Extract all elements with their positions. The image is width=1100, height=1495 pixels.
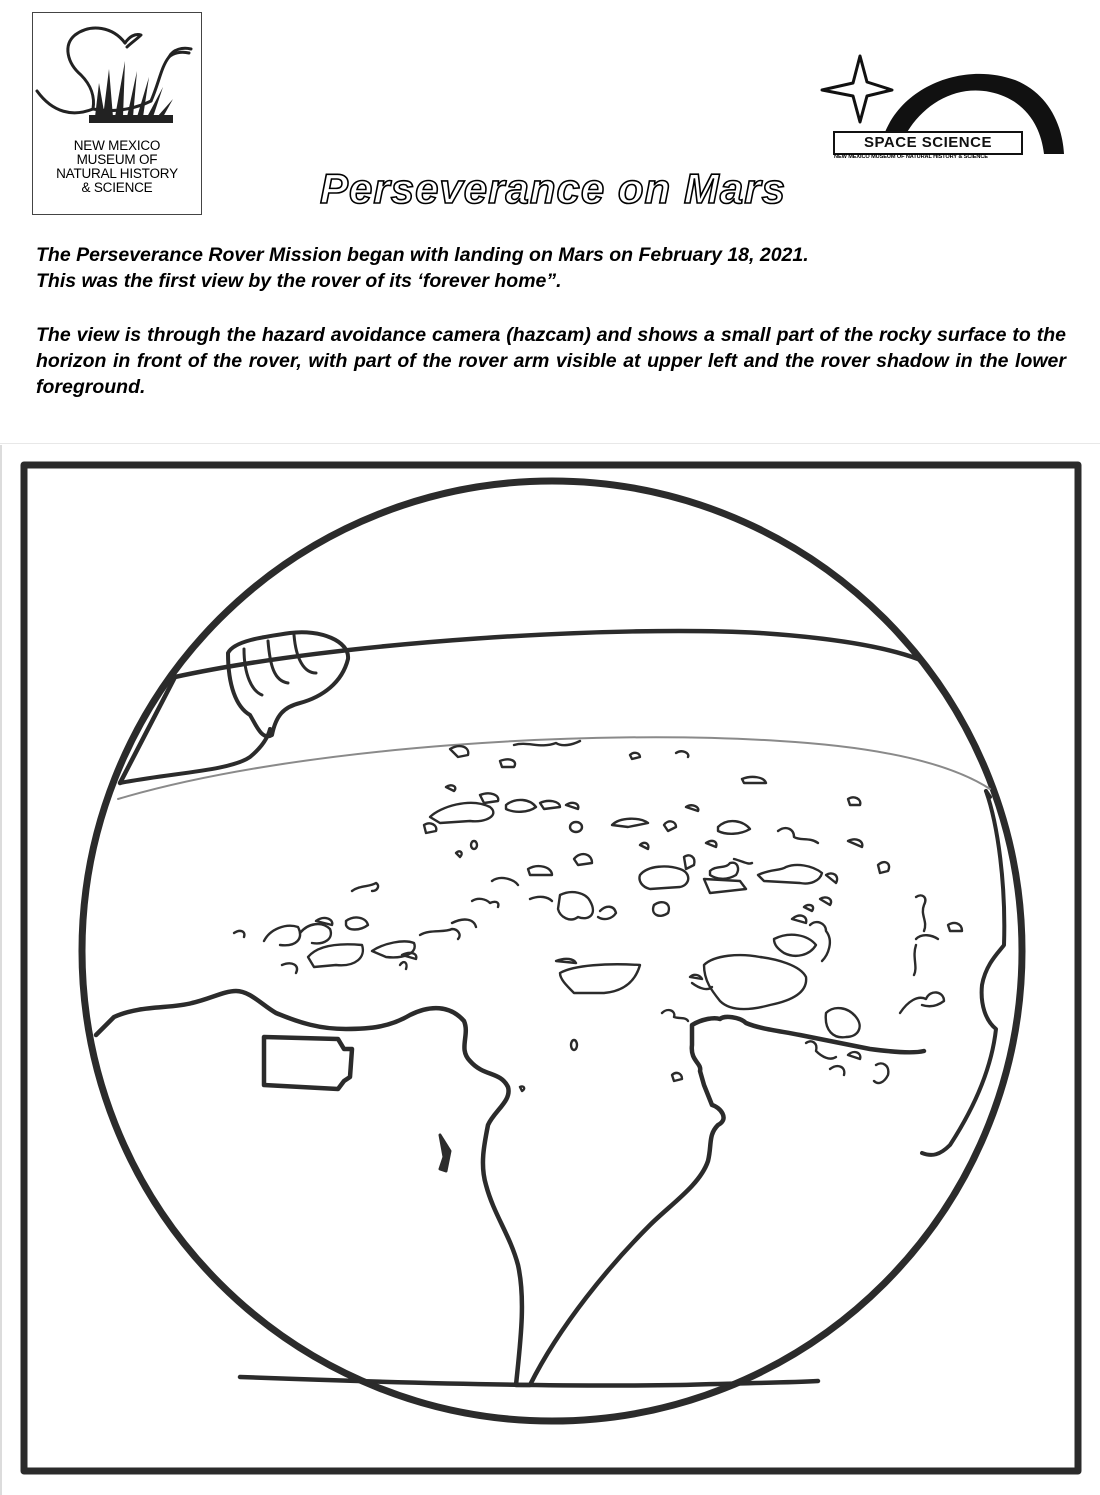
dinosaur-icon: [33, 13, 203, 143]
rock: [446, 785, 455, 791]
rock: [264, 926, 300, 946]
rock: [450, 746, 468, 757]
rock: [598, 907, 616, 919]
rock: [452, 920, 476, 927]
page-title: Perseverance on Mars: [320, 165, 786, 212]
shadow-block: [264, 1037, 352, 1089]
rock: [704, 879, 746, 893]
rock: [916, 935, 938, 939]
rock: [640, 843, 648, 849]
intro-line: This was the first view by the rover of its ‘forever home”.: [36, 270, 562, 292]
rock: [630, 753, 640, 759]
space-science-title: SPACE SCIENCE: [864, 134, 992, 151]
rock: [820, 897, 831, 905]
rock: [570, 822, 582, 832]
rock: [480, 793, 498, 803]
frame-border: [24, 465, 1078, 1471]
rock: [848, 839, 862, 847]
lens-bottom-edge: [240, 1377, 818, 1386]
rock: [778, 828, 818, 843]
museum-name-line: & SCIENCE: [81, 180, 153, 195]
rock: [514, 741, 580, 745]
rock: [571, 1040, 577, 1050]
museum-name-line: MUSEUM OF: [76, 152, 158, 167]
museum-logo: [32, 12, 202, 215]
rock: [612, 819, 648, 827]
rock: [672, 1073, 682, 1081]
rock: [826, 1008, 860, 1037]
rock: [804, 905, 813, 911]
rock: [662, 1010, 688, 1021]
description-text: The view is through the hazard avoidance camera (hazcam) and shows a small part of the rocky surface to the horizon in front of the rover, with part of the rover arm visible at upper left and the rover shadow in the lower foreground.: [36, 324, 1066, 398]
rock: [520, 1086, 524, 1091]
space-science-subtitle: NEW MEXICO MUSEUM OF NATURAL HISTORY & SCIENCE: [834, 154, 988, 160]
divider: [0, 443, 1100, 444]
lens-circle: [82, 481, 1022, 1421]
rover-shadow: [96, 991, 924, 1385]
rock: [282, 963, 297, 973]
rock: [352, 883, 378, 891]
museum-name-line: NATURAL HISTORY: [56, 166, 178, 181]
rock: [308, 944, 363, 967]
rock: [566, 803, 578, 809]
rock: [948, 923, 962, 931]
intro-text: [36, 242, 1066, 294]
rock: [506, 800, 536, 812]
rock: [456, 851, 462, 857]
rock: [690, 975, 702, 979]
rock: [826, 873, 837, 883]
museum-name-line: NEW MEXICO: [73, 138, 161, 153]
rock: [558, 892, 593, 919]
rock: [676, 751, 688, 757]
rock: [704, 955, 806, 1009]
camera-housing-edge: [922, 791, 1004, 1155]
rock: [402, 953, 416, 959]
rock: [706, 841, 716, 847]
rock: [900, 992, 944, 1013]
rock: [806, 1041, 836, 1058]
rock: [424, 823, 436, 833]
rock: [560, 964, 640, 993]
rock: [830, 1066, 844, 1075]
intro-line: The Perseverance Rover Mission began with landing on Mars on February 18, 2021.: [36, 244, 809, 266]
rock: [528, 866, 552, 875]
rock: [540, 801, 560, 809]
mars-rocks: [234, 741, 962, 1091]
rock: [430, 803, 493, 823]
rock: [472, 899, 498, 907]
rock: [500, 759, 515, 767]
rock: [420, 929, 460, 939]
rock: [471, 841, 477, 849]
rock: [346, 918, 368, 930]
rock: [742, 777, 766, 783]
rock: [372, 941, 415, 957]
rock: [300, 924, 331, 943]
rock: [718, 821, 750, 834]
horizon-line: [118, 737, 990, 799]
rock: [400, 962, 407, 969]
rock: [848, 797, 860, 805]
rock: [914, 945, 916, 975]
rock: [492, 878, 518, 885]
space-science-logo: [820, 50, 1070, 168]
museum-name: [33, 139, 201, 195]
rock: [234, 931, 244, 937]
rock: [639, 867, 688, 889]
rock: [758, 865, 822, 884]
rock: [664, 821, 676, 831]
rock: [916, 895, 925, 931]
rock: [878, 862, 889, 873]
rock: [792, 916, 806, 923]
rock: [530, 897, 552, 901]
rock: [848, 1052, 860, 1059]
rock: [653, 902, 669, 916]
rock: [684, 855, 694, 869]
rock: [710, 863, 738, 879]
rock: [556, 959, 576, 963]
hazcam-view-coloring-drawing: [0, 445, 1100, 1495]
rock: [774, 935, 816, 956]
mast-shadow: [440, 1135, 450, 1171]
rock: [686, 805, 698, 811]
rock: [874, 1063, 888, 1083]
rock: [574, 854, 592, 865]
